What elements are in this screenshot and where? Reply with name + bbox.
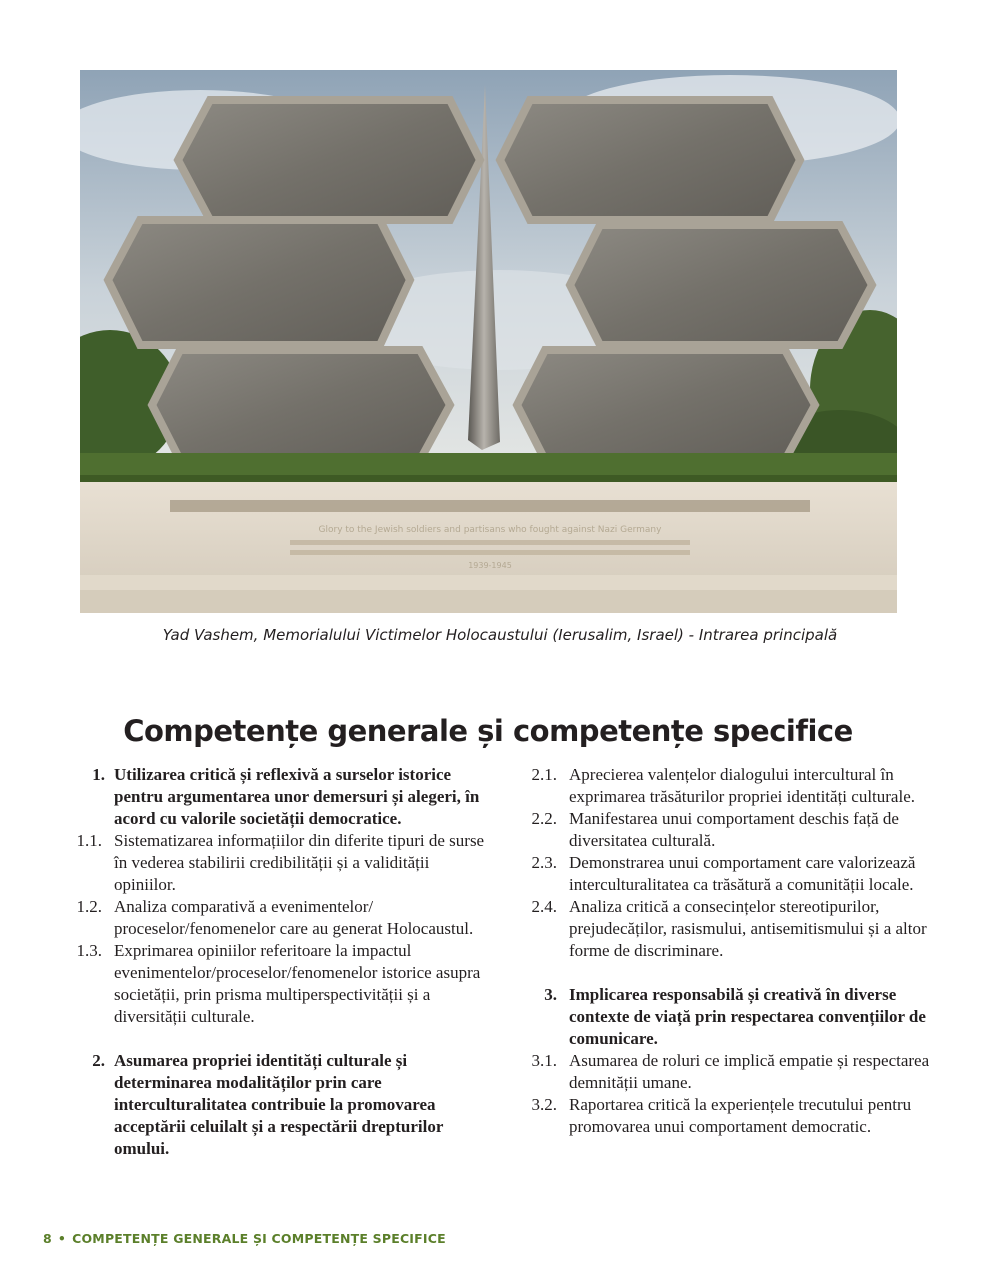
specific-competence-1-1	[70, 830, 490, 896]
competence-text: Asumarea de roluri ce implică empatie și respectarea demnității umane.	[569, 1051, 930, 1092]
competence-number: 1.2.	[76, 897, 102, 916]
competence-number: 2.	[92, 1051, 105, 1070]
competence-number: 2.3.	[531, 853, 557, 872]
competence-text: Raportarea critică la experiențele trecutului pentru promovarea unui comportament democratic.	[569, 1095, 912, 1136]
competence-number: 2.1.	[531, 765, 557, 784]
general-competence-3	[517, 984, 937, 1050]
right-column	[517, 764, 937, 1138]
competence-number: 2.4.	[531, 897, 557, 916]
competence-text: Analiza critică a consecințelor stereotipurilor, prejudecăților, rasismului, antisemitismului și a altor forme de discriminare.	[569, 897, 927, 960]
svg-text:1939-1945: 1939-1945	[468, 561, 512, 570]
svg-text:Glory to the Jewish soldiers a: Glory to the Jewish soldiers and partisans who fought against Nazi Germany	[318, 525, 662, 535]
page-title: Competențe generale și competențe specifice	[123, 714, 853, 748]
page-footer	[43, 1231, 446, 1246]
competence-number: 3.1.	[531, 1051, 557, 1070]
competence-text: Exprimarea opiniilor referitoare la impactul evenimentelor/proceselor/fenomenelor istorice asupra societății, prin prisma multiperspectivității și a diversității culturale.	[114, 941, 481, 1026]
competence-text: Sistematizarea informațiilor din diferite tipuri de surse în vederea stabilirii credibilității și a validității opiniilor.	[114, 831, 485, 894]
general-competence-2	[70, 1050, 490, 1160]
page-number: 8	[43, 1231, 52, 1246]
memorial-photo	[80, 70, 897, 613]
competence-number: 3.2.	[531, 1095, 557, 1114]
specific-competence-3-1	[517, 1050, 937, 1094]
general-competence-1	[70, 764, 490, 830]
left-column	[70, 764, 490, 1160]
specific-competence-2-3	[517, 852, 937, 896]
photo-caption: Yad Vashem, Memorialului Victimelor Holocaustului (Ierusalim, Israel) - Intrarea principală	[162, 626, 838, 644]
competence-text: Asumarea propriei identități culturale și determinarea modalităților prin care interculturalitatea contribuie la promovarea acceptării celuilalt și a respectării drepturilor omului.	[114, 1051, 444, 1158]
competence-number: 1.3.	[76, 941, 102, 960]
specific-competence-2-1	[517, 764, 937, 808]
specific-competence-2-4	[517, 896, 937, 962]
competence-text: Manifestarea unui comportament deschis față de diversitatea culturală.	[569, 809, 899, 850]
competence-number: 3.	[544, 985, 557, 1004]
footer-section-title: COMPETENȚE GENERALE ȘI COMPETENȚE SPECIFICE	[72, 1231, 446, 1246]
competence-text: Utilizarea critică și reflexivă a surselor istorice pentru argumentarea unor demersuri și alegeri, în acord cu valorile societății democratice.	[114, 765, 480, 828]
competence-text: Aprecierea valențelor dialogului intercultural în exprimarea trăsăturilor propriei identități culturale.	[569, 765, 915, 806]
specific-competence-2-2	[517, 808, 937, 852]
specific-competence-3-2	[517, 1094, 937, 1138]
competence-number: 2.2.	[531, 809, 557, 828]
competence-number: 1.1.	[76, 831, 102, 850]
competence-text: Implicarea responsabilă și creativă în diverse contexte de viață prin respectarea convențiilor de comunicare.	[569, 985, 926, 1048]
competence-number: 1.	[92, 765, 105, 784]
specific-competence-1-2	[70, 896, 490, 940]
specific-competence-1-3	[70, 940, 490, 1028]
competence-text: Analiza comparativă a evenimentelor/ proceselor/fenomenelor care au generat Holocaustul.	[114, 897, 474, 938]
competence-text: Demonstrarea unui comportament care valorizează interculturalitatea ca trăsătură a comunității locale.	[569, 853, 916, 894]
footer-bullet: •	[57, 1231, 67, 1246]
